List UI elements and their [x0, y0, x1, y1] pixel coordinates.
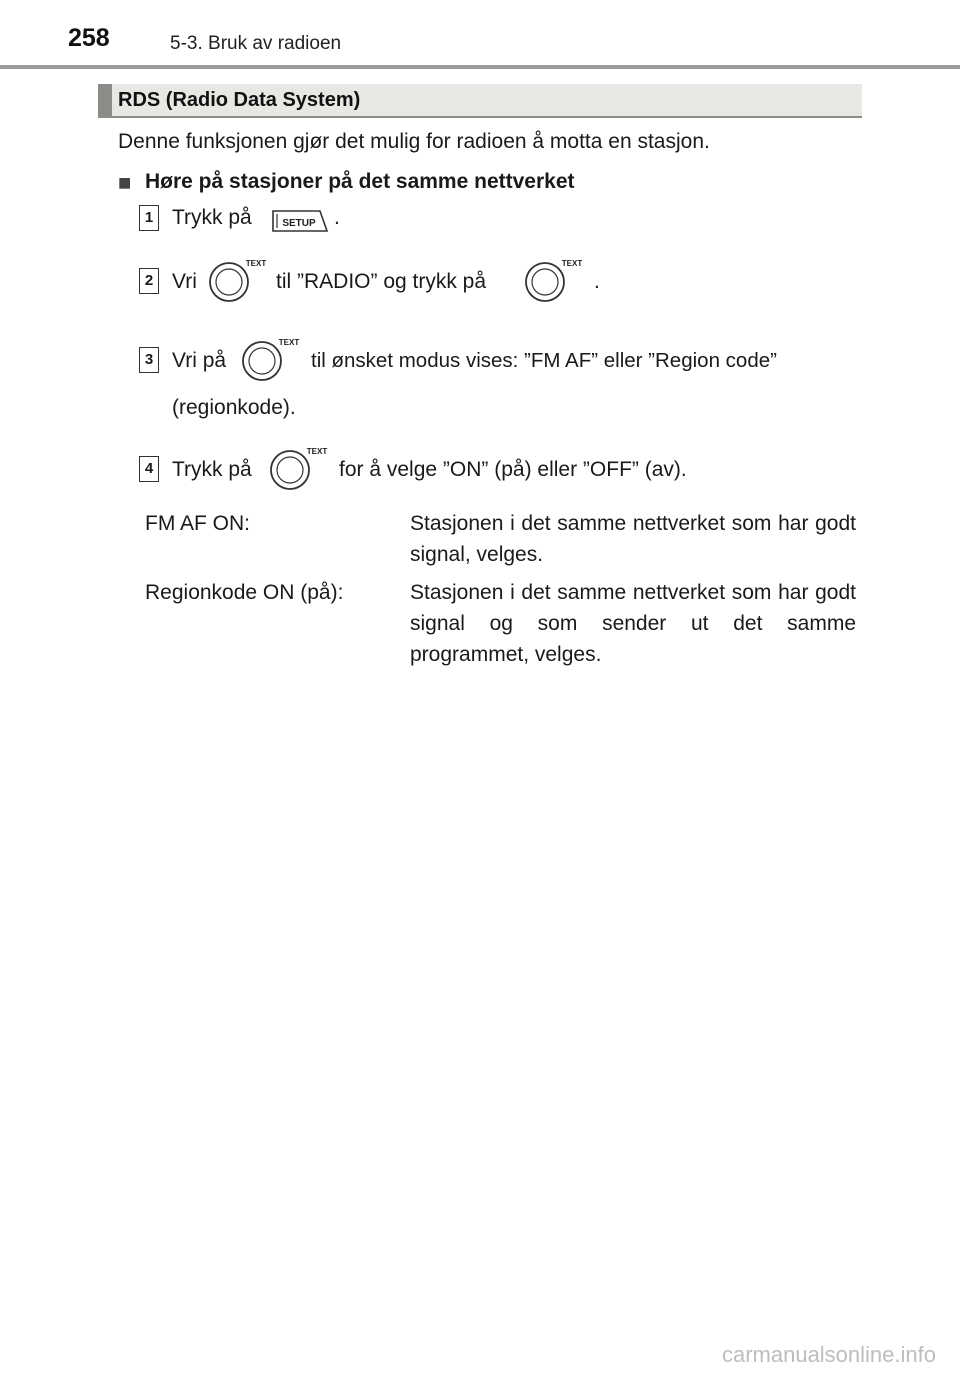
setup-button-icon: [270, 208, 330, 234]
svg-text:TEXT: TEXT: [245, 259, 267, 268]
section-heading: RDS (Radio Data System): [98, 84, 862, 118]
setup-label: SETUP: [282, 218, 316, 229]
text-knob-icon: [524, 256, 584, 306]
step-4-end: for å velge ”ON” (på) eller ”OFF” (av).: [339, 458, 687, 481]
intro-paragraph: Denne funksjonen gjør det mulig for radioen å motta en stasjon.: [118, 130, 710, 153]
step-number-1: 1: [139, 205, 159, 231]
page-number: 258: [68, 24, 110, 52]
svg-text:TEXT: TEXT: [306, 447, 328, 456]
definition-description: Stasjonen i det samme nettverket som har godt signal, velges.: [410, 512, 856, 566]
subsection-title: Høre på stasjoner på det samme nettverket: [145, 170, 575, 193]
text-knob-icon: [241, 335, 301, 385]
step-number-3: 3: [139, 347, 159, 373]
step-1-text: Trykk på: [172, 206, 252, 229]
chapter-title: 5-3. Bruk av radioen: [170, 33, 342, 54]
definition-description: Stasjonen i det samme nettverket som har godt signal og som sender ut det samme programmet, velges.: [410, 581, 856, 666]
text-knob-icon: [269, 444, 329, 494]
text-knob-icon: [208, 256, 268, 306]
step-number-2: 2: [139, 268, 159, 294]
step-2-middle: til ”RADIO” og trykk på: [276, 270, 487, 293]
step-1-end: .: [334, 206, 340, 229]
step-number-4: 4: [139, 456, 159, 482]
watermark: carmanualsonline.info: [721, 1342, 936, 1367]
header-divider: [0, 65, 960, 69]
step-2-text: Vri: [172, 270, 197, 293]
svg-text:TEXT: TEXT: [278, 338, 300, 347]
step-2-end: .: [594, 270, 600, 293]
svg-text:TEXT: TEXT: [561, 259, 583, 268]
definition-term: Regionkode ON (på):: [145, 581, 344, 604]
step-4-text: Trykk på: [172, 458, 252, 481]
definition-term: FM AF ON:: [145, 512, 250, 535]
step-3-middle: til ønsket modus vises: ”FM AF” eller ”Region code”: [311, 349, 777, 372]
step-3-text: Vri på: [172, 349, 227, 372]
step-3-continuation: (regionkode).: [172, 396, 296, 419]
square-bullet-icon: ■: [118, 170, 132, 195]
